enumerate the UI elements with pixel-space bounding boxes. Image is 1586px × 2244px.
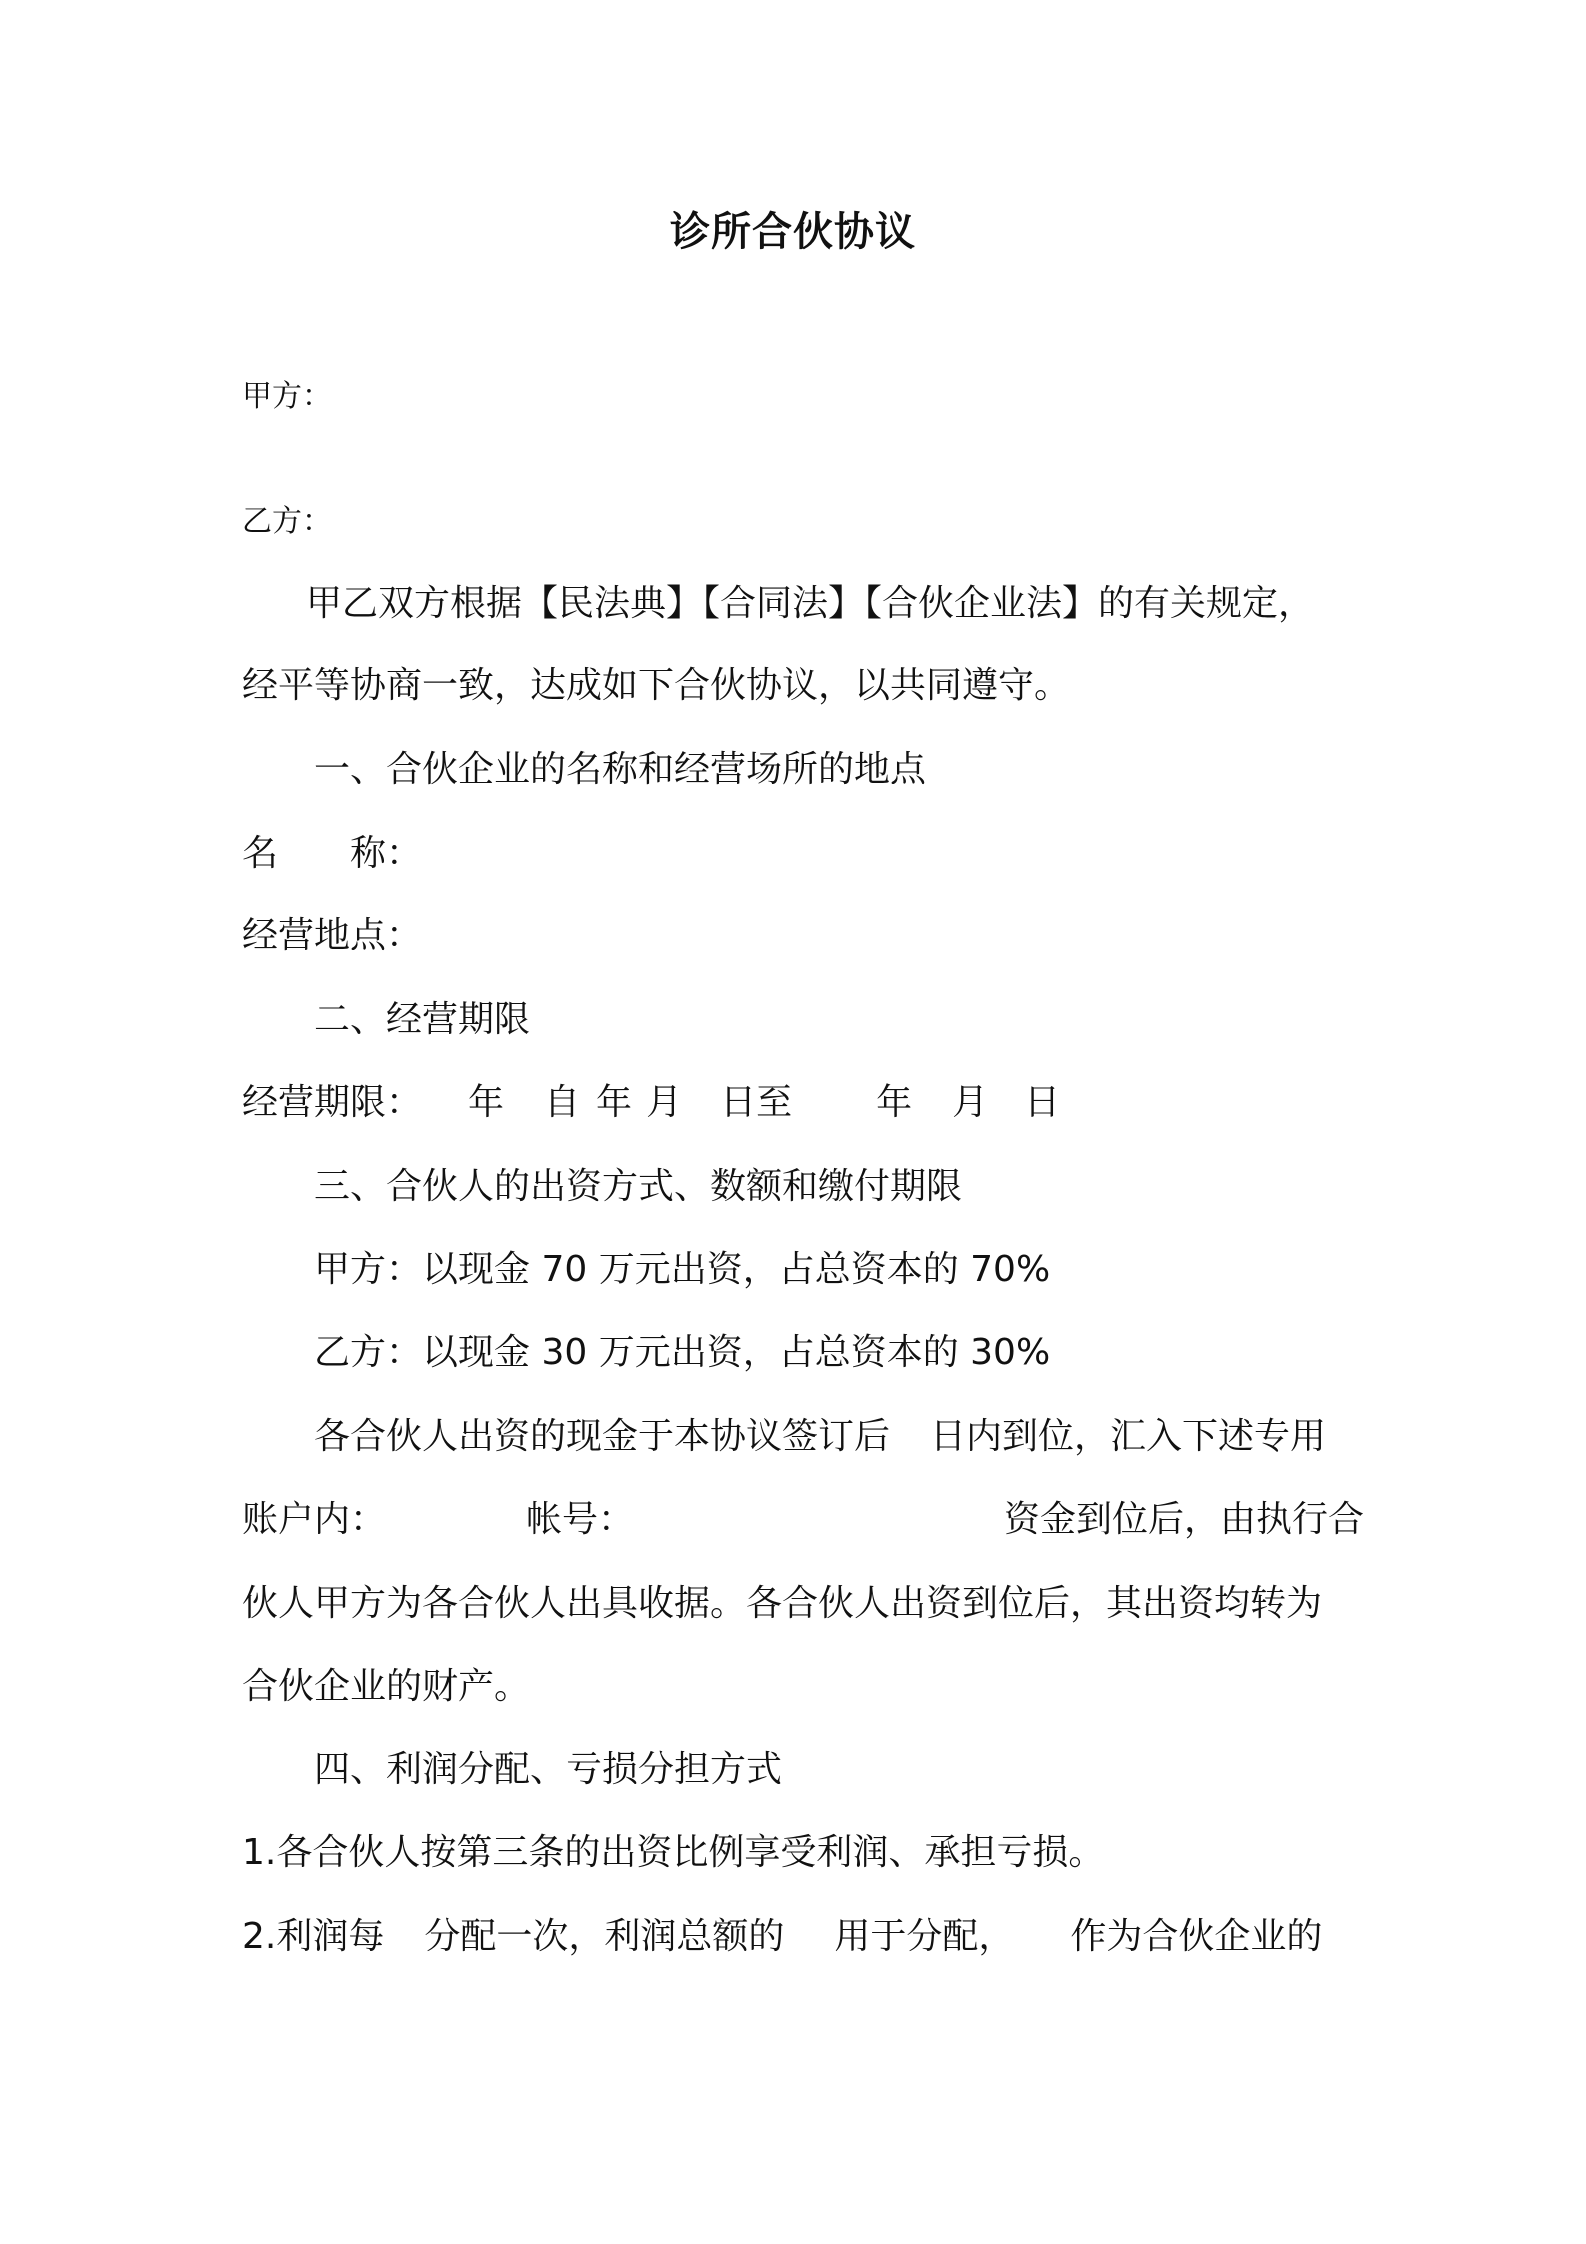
para-line-1-part-a: 各合伙人出资的现金于本协议签订后 [314, 1416, 891, 1457]
section-3-heading: 三、合伙人的出资方式、数额和缴付期限 [314, 1166, 963, 1207]
item-2-part-b: 分配一次，利润总额的 [424, 1916, 785, 1957]
term-to-year: 年 [876, 1082, 913, 1123]
section-4-item-2 [242, 1915, 1322, 1959]
document-title: 诊所合伙协议 [670, 209, 916, 255]
term-from-year: 年 [596, 1082, 633, 1123]
business-place-label: 经营地点： [242, 915, 423, 956]
party-b-label: 乙方： [242, 504, 332, 539]
contribution-para-line-4: 合伙企业的财产。 [242, 1666, 531, 1707]
party-a-label: 甲方： [242, 379, 332, 414]
section-2-heading: 二、经营期限 [314, 999, 531, 1040]
term-year: 年 [468, 1082, 505, 1123]
contribution-para-line-3: 伙人甲方为各合伙人出具收据。各合伙人出资到位后，其出资均转为 [242, 1583, 1323, 1624]
business-term-label: 经营期限： [242, 1082, 423, 1123]
party-a-contribution: 甲方：以现金 70 万元出资，占总资本的 70% [314, 1249, 1051, 1290]
item-2-part-d: 作为合伙企业的 [1070, 1916, 1323, 1957]
intro-line-2: 经平等协商一致，达成如下合伙协议，以共同遵守。 [242, 665, 1071, 706]
section-1-heading: 一、合伙企业的名称和经营场所的地点 [314, 749, 927, 790]
term-to-month: 月 [952, 1082, 989, 1123]
para-line-2-part-c: 资金到位后，由执行合 [1004, 1499, 1365, 1540]
term-to-day: 日 [1024, 1082, 1061, 1123]
account-number-label: 帐号： [526, 1499, 635, 1540]
term-to: 日至 [720, 1082, 793, 1123]
item-2-part-a: 2.利润每 [242, 1916, 385, 1957]
party-b-contribution: 乙方：以现金 30 万元出资，占总资本的 30% [314, 1332, 1051, 1373]
contribution-para-line-2 [242, 1498, 1364, 1542]
account-label: 账户内： [242, 1499, 387, 1540]
term-from: 自 [544, 1082, 581, 1123]
para-line-1-part-b: 日内到位，汇入下述专用 [930, 1416, 1327, 1457]
section-4-heading: 四、利润分配、亏损分担方式 [314, 1749, 783, 1790]
term-from-month: 月 [646, 1082, 683, 1123]
intro-line-1: 甲乙双方根据【民法典】【合同法】【合伙企业法】的有关规定， [306, 583, 1315, 624]
section-4-item-1: 1.各合伙人按第三条的出资比例享受利润、承担亏损。 [242, 1832, 1105, 1873]
contribution-para-line-1 [314, 1415, 1326, 1459]
business-name-label: 名 称： [242, 833, 423, 874]
business-term-row [242, 1081, 1060, 1125]
item-2-part-c: 用于分配， [834, 1916, 1015, 1957]
